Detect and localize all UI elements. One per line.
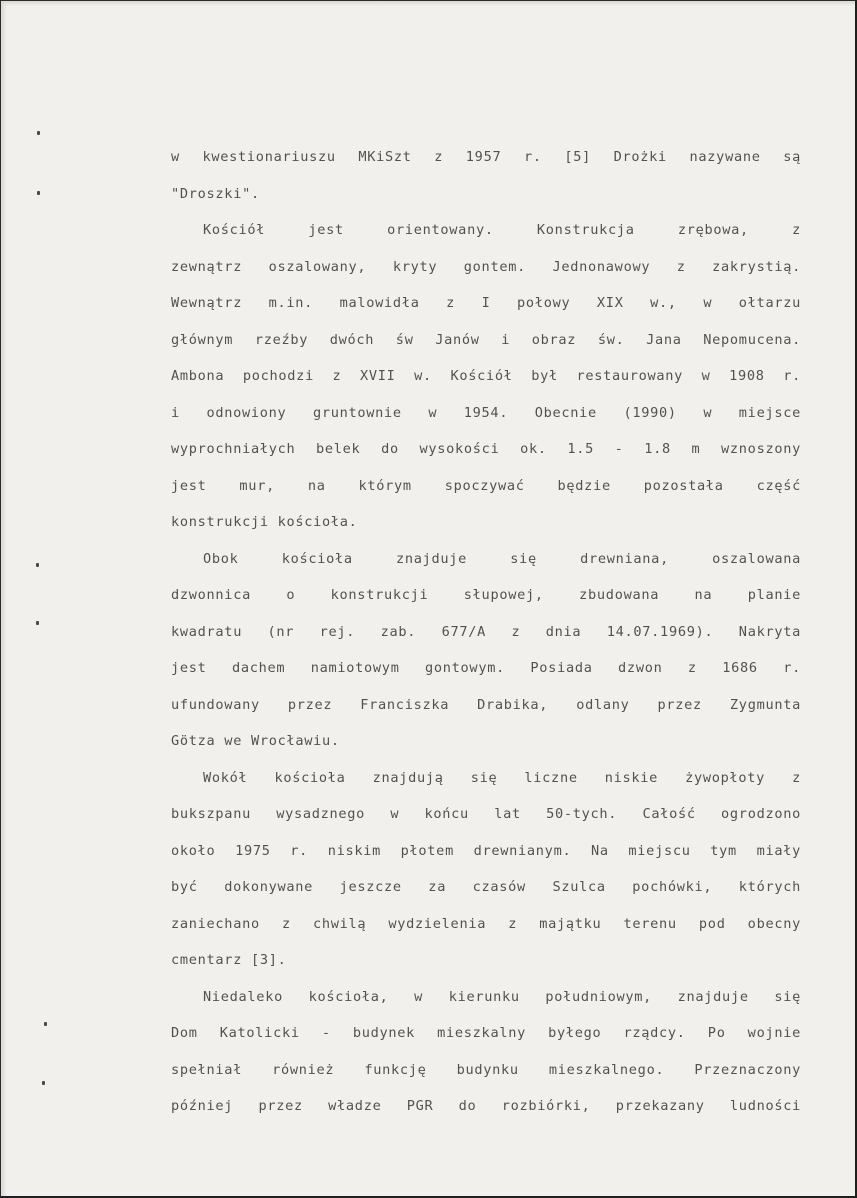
text-line: zaniechano z chwilą wydzielenia z majątku terenu pod obecny: [171, 915, 801, 932]
text-line: jest dachem namiotowym gontowym. Posiada dzwon z 1686 r.: [171, 660, 801, 676]
margin-speck: [37, 131, 40, 135]
text-line: "Droszki".: [171, 185, 260, 202]
scan-edge-top: [1, 1, 855, 6]
text-line: Wokół kościoła znajdują się liczne niskie żywopłoty z: [203, 769, 801, 786]
text-line: cmentarz [3].: [171, 952, 287, 968]
margin-speck: [42, 1081, 45, 1085]
text-line: zewnątrz oszalowany, kryty gontem. Jednonawowy z zakrystią.: [171, 258, 801, 275]
text-line: w kwestionariuszu MKiSzt z 1957 r. [5] Drożki nazywane są: [171, 149, 801, 165]
text-line: Obok kościoła znajduje się drewniana, oszalowana: [203, 550, 801, 567]
text-line: konstrukcji kościoła.: [171, 514, 358, 530]
typed-text-body: [171, 139, 801, 1125]
text-line: Kościół jest orientowany. Konstrukcja zrębowa, z: [203, 222, 801, 238]
text-line: Niedaleko kościoła, w kierunku południowym, znajduje się: [203, 988, 801, 1005]
text-line: bukszpanu wysadznego w końcu lat 50-tych. Całość ogrodzono: [171, 806, 801, 822]
text-line: około 1975 r. niskim płotem drewnianym. Na miejscu tym miały: [171, 842, 801, 859]
text-line: kwadratu (nr rej. zab. 677/A z dnia 14.07.1969). Nakryta: [171, 623, 801, 640]
text-line: Götza we Wrocławiu.: [171, 733, 340, 749]
text-line: jest mur, na którym spoczywać będzie pozostała część: [171, 477, 801, 494]
text-line: i odnowiony gruntownie w 1954. Obecnie (1990) w miejsce: [171, 404, 801, 421]
margin-speck: [36, 621, 39, 625]
text-line: spełniał również funkcję budynku mieszkalnego. Przeznaczony: [171, 1061, 801, 1078]
text-line: później przez władze PGR do rozbiórki, przekazany ludności: [171, 1098, 801, 1114]
margin-speck: [37, 191, 40, 195]
text-line: wyprochniałych belek do wysokości ok. 1.5 - 1.8 m wznoszony: [171, 441, 801, 457]
text-line: Dom Katolicki - budynek mieszkalny byłego rządcy. Po wojnie: [171, 1025, 801, 1041]
margin-speck: [44, 1022, 47, 1026]
scan-edge-left: [1, 1, 7, 1196]
text-line: głównym rzeźby dwóch św Janów i obraz św. Jana Nepomucena.: [171, 331, 801, 348]
text-line: Ambona pochodzi z XVII w. Kościół był restaurowany w 1908 r.: [171, 368, 801, 384]
text-line: ufundowany przez Franciszka Drabika, odlany przez Zygmunta: [171, 696, 801, 713]
margin-speck: [36, 563, 39, 567]
text-line: Wewnątrz m.in. malowidła z I połowy XIX w., w ołtarzu: [171, 295, 801, 311]
text-line: być dokonywane jeszcze za czasów Szulca pochówki, których: [171, 879, 801, 895]
text-line: dzwonnica o konstrukcji słupowej, zbudowana na planie: [171, 587, 801, 603]
